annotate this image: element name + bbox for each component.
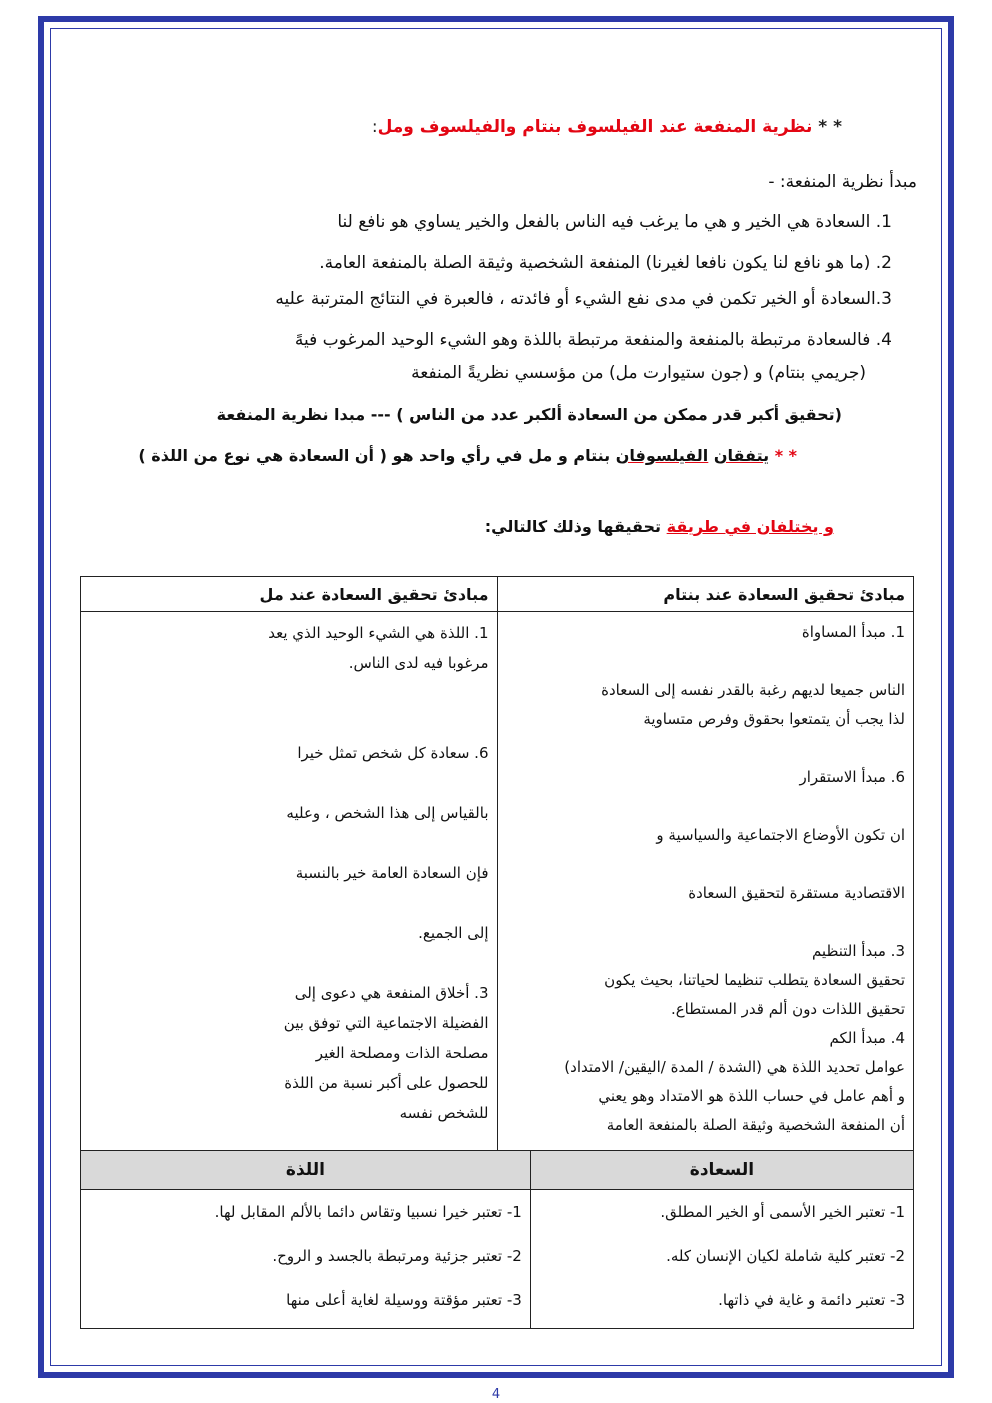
utility-formula: (تحقيق أكبر قدر ممكن من السعادة ألكبر عدد من الناس ) --- مبدا نظرية المنفعة [216, 405, 842, 424]
list-item: 3- تعتبر دائمة و غاية في ذاتها. [718, 1291, 905, 1309]
list-item: 1- تعتبر خيرا نسبيا وتقاس دائما بالألم المقابل لها. [214, 1203, 522, 1221]
comparison-table [80, 1150, 914, 1329]
agree-subject: الفيلسوفان [615, 446, 709, 465]
list-item: مرغوبا فيه لدى الناس. [348, 654, 489, 672]
list-item: للحصول على أكبر نسبة من اللذة [284, 1074, 489, 1092]
list-item: للشخص نفسه [399, 1104, 489, 1122]
list-item: ان تكون الأوضاع الاجتماعية والسياسية و [656, 826, 905, 844]
bentham-cell [497, 612, 914, 1153]
point-3: 3.السعادة أو الخير تكمن في مدى نفع الشيء أو فائدته ، فالعبرة في النتائج المترتبة عليه [275, 289, 892, 309]
list-item: تحقيق اللذات دون ألم قدر المستطاع. [670, 1000, 905, 1018]
list-item: 4. مبدأ الكم [829, 1029, 905, 1047]
agree-verb: يتفقان [713, 446, 770, 465]
list-item: 3- تعتبر مؤقتة ووسيلة لغاية أعلى منها [286, 1291, 522, 1309]
pleasure-cell [81, 1190, 531, 1329]
point-4-continued: (جريمي بنتام) و (جون ستيوارت مل) من مؤسسي نظريةً المنفعة [411, 363, 866, 383]
list-item: الفضيلة الاجتماعية التي توفق بين [283, 1014, 489, 1032]
mill-principles [89, 618, 489, 1128]
differ-red: و يختلفان في طريقة [666, 517, 834, 536]
list-item [506, 908, 906, 937]
header-bentham: مبادئ تحقيق السعادة عند بنتام [497, 577, 914, 612]
principles-table [80, 576, 914, 1153]
list-item [89, 768, 489, 798]
list-item: الاقتصادية مستقرة لتحقيق السعادة [688, 884, 905, 902]
agreement-line [138, 446, 797, 465]
list-item: 1. مبدأ المساواة [801, 623, 905, 641]
list-item [506, 734, 906, 763]
list-item [506, 792, 906, 821]
list-item [89, 678, 489, 708]
list-item [506, 647, 906, 676]
list-item: و أهم عامل في حساب اللذة هو الامتداد وهو يعني [598, 1087, 905, 1105]
list-item [89, 828, 489, 858]
list-item [506, 850, 906, 879]
bentham-principles [506, 618, 906, 1140]
list-item: لذا يجب أن يتمتعوا بحقوق وفرص متساوية [643, 710, 905, 728]
point-2: 2. (ما هو نافع لنا يكون نافعا لغيرنا) المنفعة الشخصية وثيقة الصلة بالمنفعة العامة. [319, 253, 892, 273]
list-item: 6. مبدأ الاستقرار [799, 768, 905, 786]
header-mill: مبادئ تحقيق السعادة عند مل [81, 577, 498, 612]
list-item: 6. سعادة كل شخص تمثل خيرا [297, 744, 489, 762]
happiness-cell [530, 1190, 913, 1329]
header-pleasure: اللذة [81, 1151, 531, 1190]
difference-line [485, 517, 834, 536]
section-subtitle: مبدأ نظرية المنفعة: - [768, 172, 917, 192]
list-item: 1. اللذة هي الشيء الوحيد الذي يعد [268, 624, 489, 642]
list-item: إلى الجميع. [418, 924, 489, 942]
list-item: الناس جميعا لديهم رغبة بالقدر نفسه إلى السعادة [601, 681, 905, 699]
point-1: 1. السعادة هي الخير و هي ما يرغب فيه الناس بالفعل والخير يساوي هو نافع لنا [337, 212, 892, 232]
list-item: أن المنفعة الشخصية وثيقة الصلة بالمنفعة العامة [606, 1116, 905, 1134]
list-item: 2- تعتبر جزئية ومرتبطة بالجسد و الروح. [272, 1247, 522, 1265]
header-happiness: السعادة [530, 1151, 913, 1190]
list-item [89, 948, 489, 978]
differ-rest: تحقيقها وذلك كالتالي: [484, 517, 662, 536]
list-item: 3. أخلاق المنفعة هي دعوى إلى [294, 984, 489, 1002]
list-item: عوامل تحديد اللذة هي (الشدة / المدة /اليقين/ الامتداد) [564, 1058, 905, 1076]
list-item: مصلحة الذات ومصلحة الغير [315, 1044, 489, 1062]
agree-stars: * * [774, 446, 797, 465]
list-item: تحقيق السعادة يتطلب تنظيما لحياتنا، بحيث يكون [604, 971, 905, 989]
page-title [372, 117, 842, 137]
mill-cell [81, 612, 498, 1153]
title-text: نظرية المنفعة عند الفيلسوف بنتام والفيلسوف ومل [377, 117, 813, 137]
list-item: 1- تعتبر الخير الأسمى أو الخير المطلق. [660, 1203, 905, 1221]
title-stars: * * [818, 117, 842, 137]
list-item: بالقياس إلى هذا الشخص ، وعليه [286, 804, 489, 822]
title-colon: : [371, 117, 378, 137]
page-number: 4 [491, 1387, 501, 1402]
list-item [89, 708, 489, 738]
list-item: 3. مبدأ التنظيم [811, 942, 905, 960]
pleasure-list [89, 1190, 522, 1322]
list-item: فإن السعادة العامة خير بالنسبة [295, 864, 489, 882]
agree-rest: بنتام و مل في رأي واحد هو ( أن السعادة هي نوع من اللذة ) [138, 446, 611, 465]
point-4: 4. فالسعادة مرتبطة بالمنفعة والمنفعة مرتبطة باللذة وهو الشيء الوحيد المرغوب فيهً [294, 330, 892, 350]
list-item: 2- تعتبر كلية شاملة لكيان الإنسان كله. [666, 1247, 905, 1265]
happiness-list [539, 1190, 905, 1322]
list-item [89, 888, 489, 918]
